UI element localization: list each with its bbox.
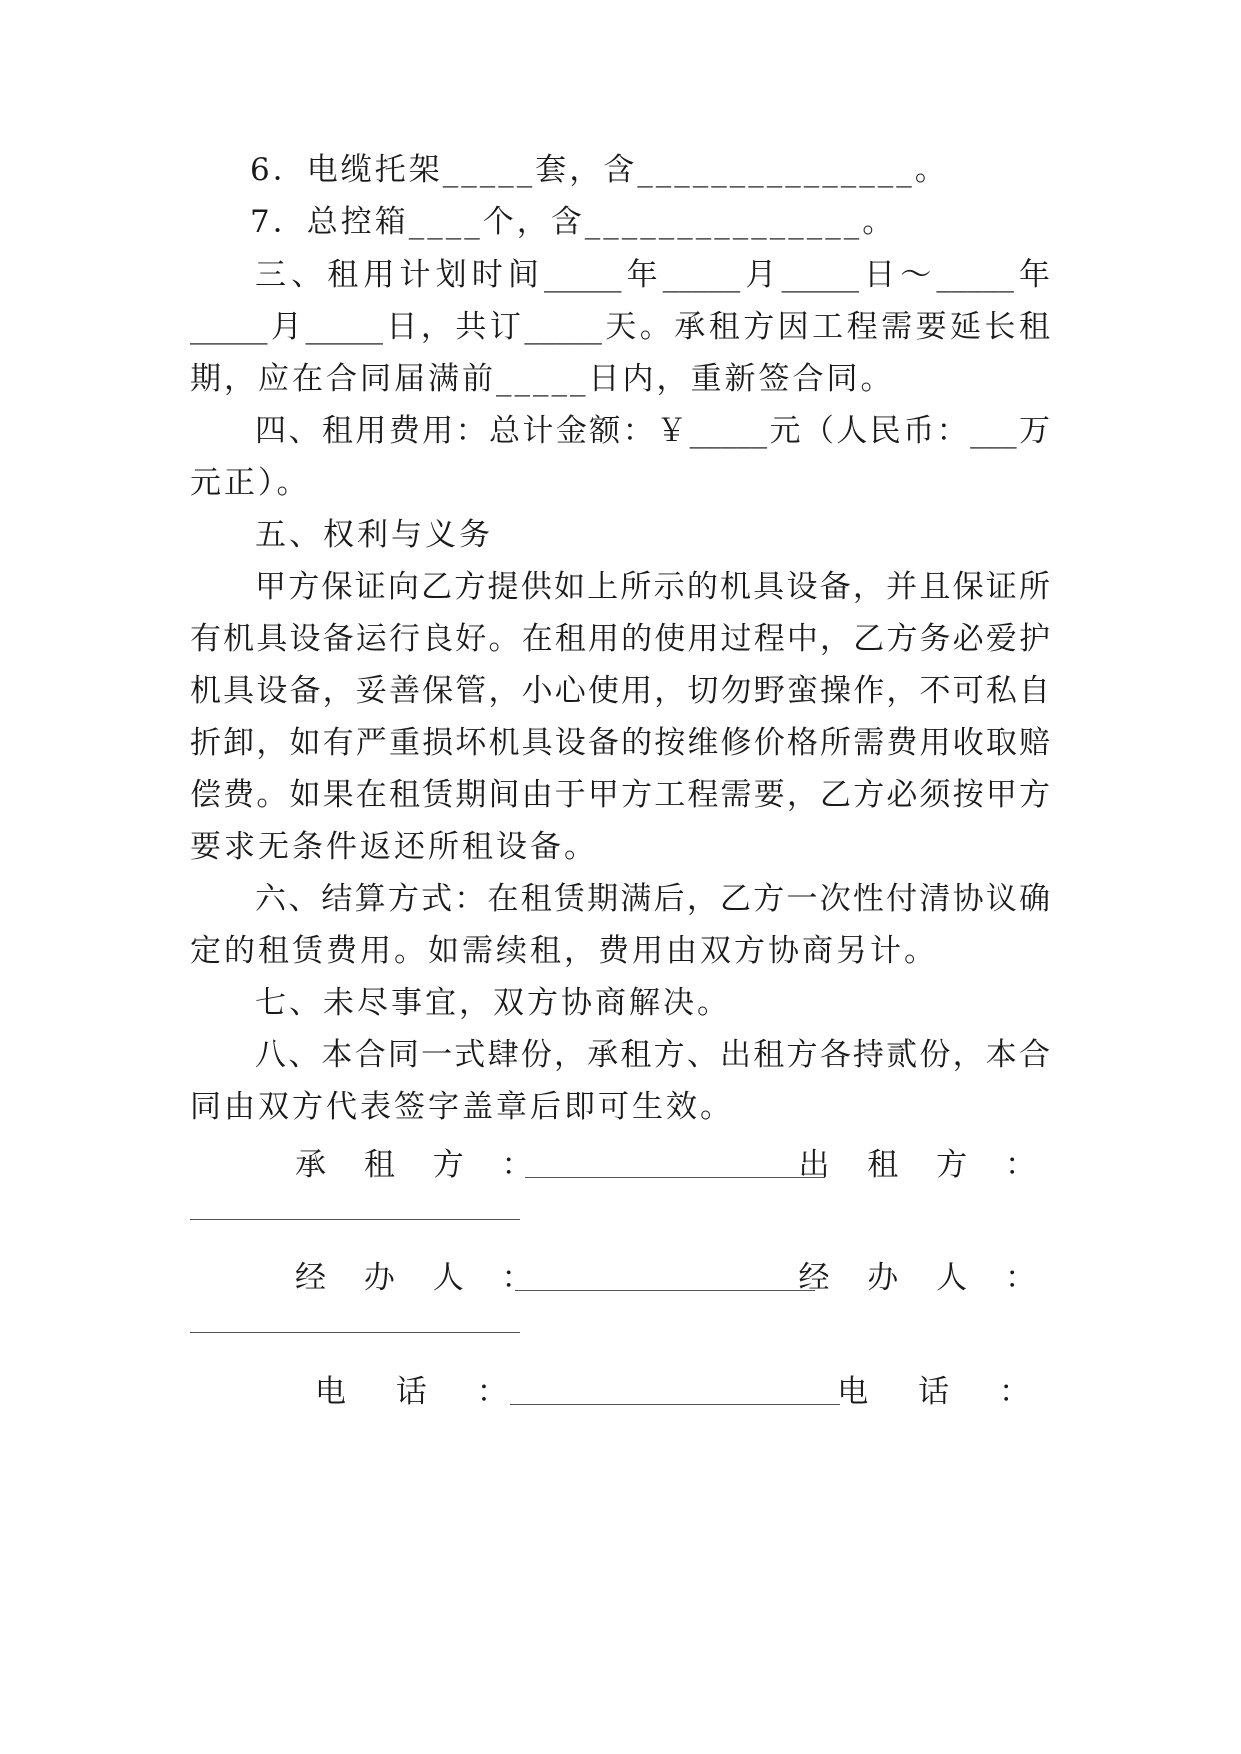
signature-row-agent — [190, 1258, 1050, 1298]
agent-label-left: 经 办 人 ： — [295, 1260, 547, 1296]
clause-3-line-3: 期，应在合同届满前_____日内，重新签合同。 — [190, 361, 895, 397]
clause-4-line-2: 元正）。 — [190, 465, 311, 501]
agent-label-right: 经 办 人 ： — [798, 1260, 1050, 1296]
clause-3-line-2: _____月_____日，共订_____天。承租方因工程需要延长租 — [190, 309, 1050, 345]
signature-row-phone — [190, 1372, 1050, 1412]
clause-5-body-line-5: 偿费。如果在租赁期间由于甲方工程需要，乙方必须按甲方 — [190, 777, 1050, 813]
phone-left-line — [510, 1404, 840, 1405]
clause-5-body-line-2: 有机具设备运行良好。在租用的使用过程中，乙方务必爱护 — [190, 621, 1050, 657]
agent-right-signature-line — [190, 1332, 520, 1333]
lessee-label: 承 租 方 ： — [295, 1147, 547, 1183]
clause-6-line-1: 六、结算方式：在租赁期满后，乙方一次性付清协议确 — [255, 881, 1050, 917]
lessor-signature-line — [190, 1219, 520, 1220]
clause-5-heading: 五、权利与义务 — [255, 517, 493, 553]
clause-6-line-2: 定的租赁费用。如需续租，费用由双方协商另计。 — [190, 933, 938, 969]
clause-8-line-2: 同由双方代表签字盖章后即可生效。 — [190, 1089, 734, 1125]
clause-5-body-line-4: 折卸，如有严重损坏机具设备的按维修价格所需费用收取赔 — [190, 725, 1050, 761]
item-7-control-box: 7．总控箱____个，含_______________。 — [250, 204, 897, 240]
signature-row-lessee — [190, 1145, 1050, 1185]
clause-8-line-1: 八、本合同一式肆份，承租方、出租方各持贰份，本合 — [255, 1037, 1050, 1073]
clause-4-line-1: 四、租用费用：总计金额：￥_____元（人民币：___万 — [255, 413, 1050, 449]
agent-left-signature-line — [515, 1290, 815, 1291]
clause-7: 七、未尽事宜，双方协商解决。 — [255, 985, 731, 1021]
clause-5-body-line-3: 机具设备，妥善保管，小心使用，切勿野蛮操作，不可私自 — [190, 673, 1050, 709]
item-6-cable-tray: 6．电缆托架_____套，含_______________。 — [250, 152, 949, 188]
phone-label-right: 电 话 ： — [837, 1374, 1050, 1410]
lessee-signature-line — [525, 1177, 825, 1178]
phone-label-left: 电 话 ： — [315, 1374, 528, 1410]
clause-5-body-line-1: 甲方保证向乙方提供如上所示的机具设备，并且保证所 — [255, 569, 1050, 605]
clause-5-body-line-6: 要求无条件返还所租设备。 — [190, 829, 598, 865]
clause-3-line-1: 三、租用计划时间_____年_____月_____日～_____年 — [255, 257, 1050, 293]
lessor-label: 出 租 方 ： — [798, 1147, 1050, 1183]
